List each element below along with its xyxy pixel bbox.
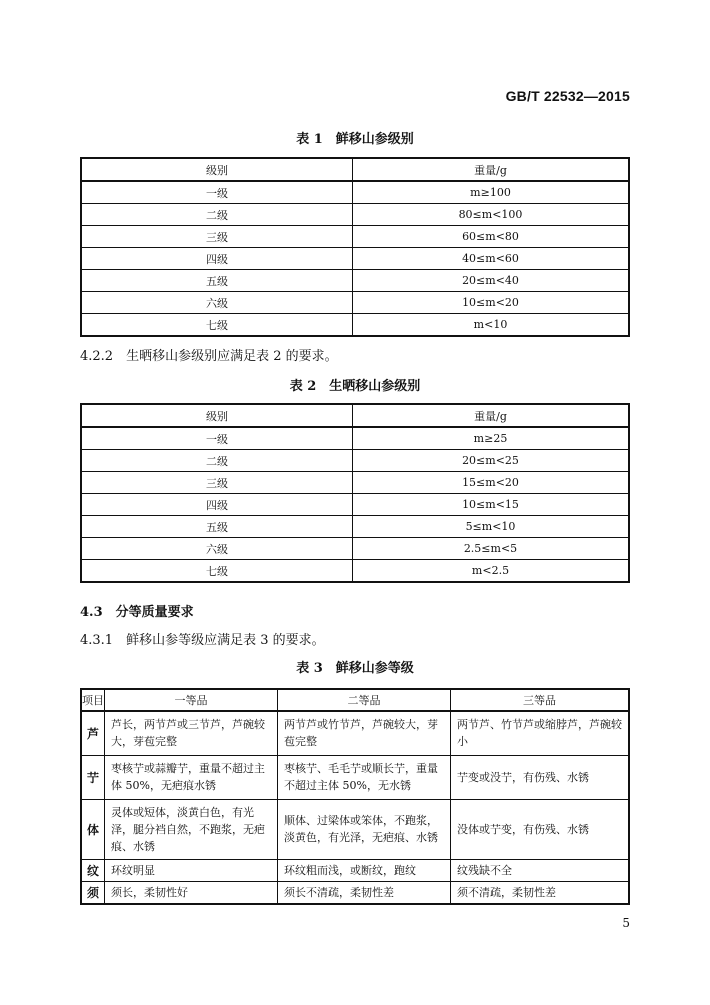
third-grade-cell: 纹残缺不全 [451, 859, 630, 881]
grade-cell: 一级 [81, 181, 353, 204]
table-row [81, 226, 629, 248]
table-row [81, 711, 629, 755]
weight-cell: 10≤m<20 [353, 292, 630, 314]
table-row [81, 538, 629, 560]
weight-cell: 60≤m<80 [353, 226, 630, 248]
second-grade-cell: 须长不清疏，柔韧性差 [278, 881, 451, 904]
third-grade-cell: 艼变或没艼，有伤残、水锈 [451, 755, 630, 799]
weight-cell: 80≤m<100 [353, 204, 630, 226]
page-number: 5 [622, 916, 630, 930]
table-row [81, 799, 629, 859]
weight-cell: 2.5≤m<5 [353, 538, 630, 560]
first-grade-cell: 须长，柔韧性好 [105, 881, 278, 904]
table3 [80, 688, 630, 905]
second-grade-cell: 枣核艼、毛毛艼或顺长艼，重量不超过主体 50%，无水锈 [278, 755, 451, 799]
table-row [81, 516, 629, 538]
grade-cell: 七级 [81, 560, 353, 583]
table-row [81, 270, 629, 292]
grade-cell: 二级 [81, 450, 353, 472]
table-row [81, 755, 629, 799]
second-grade-cell: 环纹粗而浅，或断纹，跑纹 [278, 859, 451, 881]
item-cell: 艼 [81, 755, 105, 799]
table-header-row [81, 158, 629, 181]
third-grade-cell: 没体或艼变，有伤残、水锈 [451, 799, 630, 859]
weight-cell: m<2.5 [353, 560, 630, 583]
table-header-cell: 级别 [81, 158, 353, 181]
table3-caption: 表 3 鲜移山参等级 [296, 661, 414, 676]
first-grade-cell: 枣核艼或蒜瓣艼，重量不超过主体 50%，无疤痕水锈 [105, 755, 278, 799]
first-grade-cell: 灵体或短体，淡黄白色，有光泽，腿分裆自然，不跑浆，无疤痕、水锈 [105, 799, 278, 859]
table1-caption: 表 1 鲜移山参级别 [296, 132, 414, 147]
table-row [81, 450, 629, 472]
table-header-cell: 一等品 [105, 689, 278, 711]
table-header-cell: 重量/g [353, 404, 630, 427]
table-row [81, 494, 629, 516]
table2-caption: 表 2 生晒移山参级别 [289, 379, 421, 394]
table-header-cell: 二等品 [278, 689, 451, 711]
second-grade-cell: 两节芦或竹节芦，芦碗较大，芽苞完整 [278, 711, 451, 755]
table-header-row [81, 689, 629, 711]
weight-cell: 10≤m<15 [353, 494, 630, 516]
item-cell: 纹 [81, 859, 105, 881]
section-4-3-heading: 4.3 分等质量要求 [80, 605, 194, 620]
table-row [81, 292, 629, 314]
grade-cell: 六级 [81, 538, 353, 560]
weight-cell: 15≤m<20 [353, 472, 630, 494]
table-row [81, 314, 629, 337]
table2 [80, 403, 630, 583]
table1 [80, 157, 630, 337]
weight-cell: 40≤m<60 [353, 248, 630, 270]
weight-cell: m<10 [353, 314, 630, 337]
item-cell: 体 [81, 799, 105, 859]
table-row [81, 560, 629, 583]
first-grade-cell: 芦长，两节芦或三节芦，芦碗较大，芽苞完整 [105, 711, 278, 755]
second-grade-cell: 顺体、过梁体或笨体，不跑浆，淡黄色，有光泽，无疤痕、水锈 [278, 799, 451, 859]
weight-cell: m≥25 [353, 427, 630, 450]
first-grade-cell: 环纹明显 [105, 859, 278, 881]
weight-cell: m≥100 [353, 181, 630, 204]
weight-cell: 5≤m<10 [353, 516, 630, 538]
grade-cell: 四级 [81, 248, 353, 270]
grade-cell: 五级 [81, 516, 353, 538]
grade-cell: 一级 [81, 427, 353, 450]
table-row [81, 881, 629, 904]
table-header-cell: 重量/g [353, 158, 630, 181]
paragraph-4-2-2: 4.2.2 生晒移山参级别应满足表 2 的要求。 [80, 349, 338, 364]
table-header-cell: 级别 [81, 404, 353, 427]
weight-cell: 20≤m<25 [353, 450, 630, 472]
item-cell: 芦 [81, 711, 105, 755]
table-header-row [81, 404, 629, 427]
table-row [81, 427, 629, 450]
item-cell: 须 [81, 881, 105, 904]
grade-cell: 四级 [81, 494, 353, 516]
grade-cell: 五级 [81, 270, 353, 292]
paragraph-4-3-1: 4.3.1 鲜移山参等级应满足表 3 的要求。 [80, 633, 325, 648]
table-row [81, 859, 629, 881]
table-row [81, 204, 629, 226]
table-header-cell: 项目 [81, 689, 105, 711]
grade-cell: 六级 [81, 292, 353, 314]
grade-cell: 三级 [81, 472, 353, 494]
standard-code: GB/T 22532—2015 [505, 88, 630, 104]
weight-cell: 20≤m<40 [353, 270, 630, 292]
third-grade-cell: 两节芦、竹节芦或缩脖芦，芦碗较小 [451, 711, 630, 755]
third-grade-cell: 须不清疏，柔韧性差 [451, 881, 630, 904]
table-row [81, 248, 629, 270]
table-row [81, 181, 629, 204]
table-header-cell: 三等品 [451, 689, 630, 711]
grade-cell: 二级 [81, 204, 353, 226]
grade-cell: 三级 [81, 226, 353, 248]
grade-cell: 七级 [81, 314, 353, 337]
table-row [81, 472, 629, 494]
